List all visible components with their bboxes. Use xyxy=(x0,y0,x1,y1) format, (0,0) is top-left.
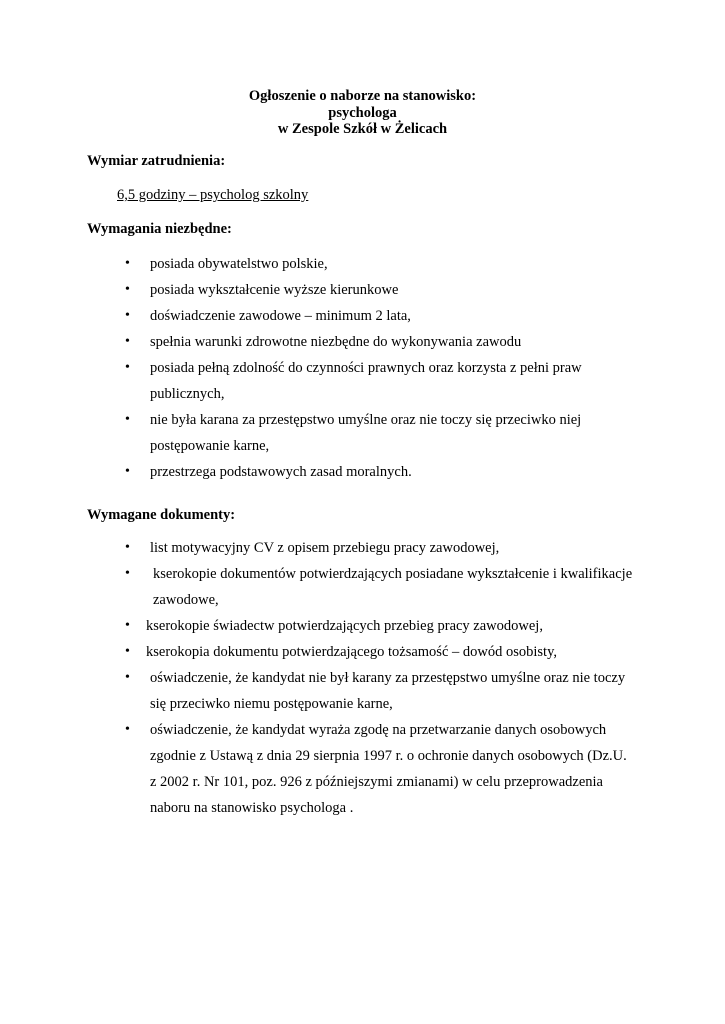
bullet-icon: • xyxy=(125,722,130,737)
list-item-text xyxy=(153,561,653,613)
title-line-2: psychologa xyxy=(328,104,397,121)
list-item-text xyxy=(150,407,650,459)
list-item-line: naboru na stanowisko psychologa . xyxy=(150,800,354,816)
list-item-line: z 2002 r. Nr 101, poz. 926 z późniejszymi zmianami) w celu przeprowadzenia xyxy=(150,774,603,790)
bullet-icon: • xyxy=(125,670,130,685)
list-item-text xyxy=(150,535,650,561)
list-item xyxy=(0,717,725,821)
list-item xyxy=(0,407,725,459)
bullet-icon: • xyxy=(125,644,130,659)
bullet-icon: • xyxy=(125,360,130,375)
list-item-line: posiada pełną zdolność do czynności prawnych oraz korzysta z pełni praw xyxy=(150,360,582,376)
list-item-line: zawodowe, xyxy=(153,592,219,608)
requirements-heading: Wymagania niezbędne: xyxy=(87,221,232,237)
list-item-line: się przeciwko niemu postępowanie karne, xyxy=(150,696,393,712)
bullet-icon: • xyxy=(125,540,130,555)
list-item xyxy=(0,303,725,329)
list-item xyxy=(0,329,725,355)
list-item xyxy=(0,639,725,665)
list-item xyxy=(0,613,725,639)
list-item-line: publicznych, xyxy=(150,386,225,402)
list-item-line: list motywacyjny CV z opisem przebiegu pracy zawodowej, xyxy=(150,540,500,556)
list-item-line: posiada obywatelstwo polskie, xyxy=(150,256,328,272)
bullet-icon: • xyxy=(125,618,130,633)
list-item-line: kserokopie świadectw potwierdzających przebieg pracy zawodowej, xyxy=(146,618,543,634)
list-item-text xyxy=(150,251,650,277)
list-item xyxy=(0,665,725,717)
title-line-1: Ogłoszenie o naborze na stanowisko: xyxy=(248,88,477,104)
list-item-text xyxy=(150,277,650,303)
list-item-text xyxy=(150,303,650,329)
list-item-line: zgodnie z Ustawą z dnia 29 sierpnia 1997 r. o ochronie danych osobowych (Dz.U. xyxy=(150,748,627,764)
document-title xyxy=(0,88,725,138)
list-item-text xyxy=(150,459,650,485)
list-item xyxy=(0,561,725,613)
list-item-text xyxy=(146,613,646,639)
list-item-text xyxy=(150,665,650,717)
list-item-line: kserokopie dokumentów potwierdzających posiadane wykształcenie i kwalifikacje xyxy=(153,566,633,582)
list-item xyxy=(0,277,725,303)
list-item xyxy=(0,535,725,561)
bullet-icon: • xyxy=(125,464,130,479)
documents-list xyxy=(0,535,725,821)
list-item xyxy=(0,355,725,407)
list-item xyxy=(0,251,725,277)
bullet-icon: • xyxy=(125,308,130,323)
bullet-icon: • xyxy=(125,282,130,297)
list-item-text xyxy=(146,639,646,665)
list-item-line: doświadczenie zawodowe – minimum 2 lata, xyxy=(150,308,411,324)
bullet-icon: • xyxy=(125,256,130,271)
employment-value: 6,5 godziny – psycholog szkolny xyxy=(117,187,309,203)
list-item-text xyxy=(150,717,650,821)
documents-heading: Wymagane dokumenty: xyxy=(87,507,236,523)
list-item-line: oświadczenie, że kandydat nie był karany za przestępstwo umyślne oraz nie toczy xyxy=(150,670,626,686)
bullet-icon: • xyxy=(125,334,130,349)
bullet-icon: • xyxy=(125,412,130,427)
requirements-list xyxy=(0,251,725,485)
list-item-line: przestrzega podstawowych zasad moralnych. xyxy=(150,464,412,480)
list-item-text xyxy=(150,329,650,355)
list-item-line: spełnia warunki zdrowotne niezbędne do wykonywania zawodu xyxy=(150,334,522,350)
employment-heading: Wymiar zatrudnienia: xyxy=(87,153,226,169)
list-item xyxy=(0,459,725,485)
list-item-line: posiada wykształcenie wyższe kierunkowe xyxy=(150,282,399,298)
list-item-line: oświadczenie, że kandydat wyraża zgodę na przetwarzanie danych osobowych xyxy=(150,722,607,738)
list-item-text xyxy=(150,355,650,407)
title-line-3: w Zespole Szkół w Żelicach xyxy=(277,121,448,137)
bullet-icon: • xyxy=(125,566,130,581)
list-item-line: nie była karana za przestępstwo umyślne oraz nie toczy się przeciwko niej xyxy=(150,412,582,428)
list-item-line: kserokopia dokumentu potwierdzającego tożsamość – dowód osobisty, xyxy=(146,644,558,660)
list-item-line: postępowanie karne, xyxy=(150,438,270,454)
